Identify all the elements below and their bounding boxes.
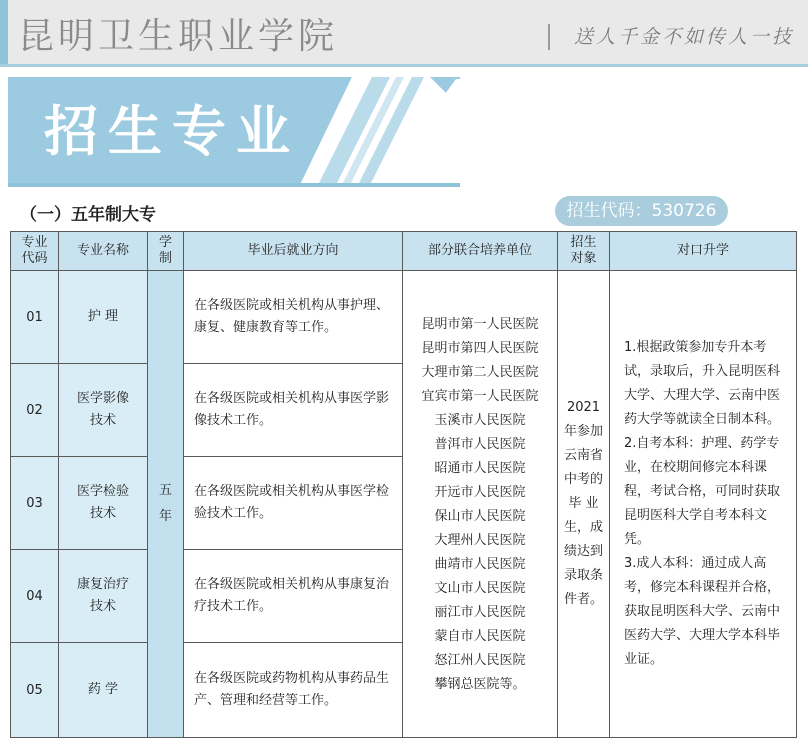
partner-unit: 玉溪市人民医院 (434, 412, 526, 428)
enroll-code-value: 530726 (651, 201, 717, 221)
program-name (59, 271, 148, 364)
partner-unit: 文山市人民医院 (434, 580, 526, 596)
header-career: 毕业后就业方向 (184, 232, 403, 271)
partner-units (403, 271, 558, 738)
career-direction: 在各级医院或相关机构从事医学检验技术工作。 (184, 457, 403, 550)
header-years-line: 学 (158, 235, 172, 250)
program-name-line: 技术 (89, 599, 116, 614)
target-line: 绩达到 (563, 544, 603, 559)
program-name-line: 技术 (89, 413, 116, 428)
partner-unit: 昆明市第四人民医院 (421, 340, 539, 356)
upgrade-item: 1.根据政策参加专升本考试，录取后，升入昆明医科大学、大理大学、云南中医药大学等就读全日制本科。 (624, 340, 781, 427)
program-name (59, 550, 148, 643)
partner-unit: 怒江州人民医院 (434, 652, 526, 668)
duration-char: 年 (158, 509, 172, 524)
header-name: 专业名称 (59, 232, 148, 271)
program-duration (148, 271, 184, 738)
partner-unit: 普洱市人民医院 (434, 436, 526, 452)
accent-strip (0, 0, 8, 64)
header-years (148, 232, 184, 271)
target-line: 件者。 (563, 592, 603, 607)
partner-unit: 昭通市人民医院 (434, 460, 526, 476)
motto-divider (548, 24, 550, 50)
enroll-code-label: 招生代码： (566, 201, 652, 221)
program-name-line: 护 理 (87, 309, 119, 324)
partner-unit: 大理市第二人民医院 (421, 364, 539, 380)
target-line: 云南省 (563, 448, 603, 463)
header-target-line: 招生 (570, 235, 597, 250)
program-code: 01 (11, 271, 59, 364)
upgrade-item: 2.自考本科：护理、药学专业，在校期间修完本科课程，考试合格，可同时获取昆明医科大学自考本科文凭。 (624, 436, 781, 547)
partner-unit: 蒙自市人民医院 (434, 628, 526, 644)
program-name (59, 643, 148, 738)
career-direction: 在各级医院或相关机构从事医学影像技术工作。 (184, 364, 403, 457)
header-target (558, 232, 610, 271)
partner-unit: 曲靖市人民医院 (434, 556, 526, 572)
duration-char: 五 (158, 483, 172, 498)
header-code (11, 232, 59, 271)
banner-title: 招生专业 (44, 99, 300, 163)
program-name-line: 医学检验 (76, 484, 129, 499)
partner-unit: 攀钢总医院等。 (434, 676, 526, 692)
partner-unit: 宜宾市第一人民医院 (421, 388, 539, 404)
partner-unit: 开远市人民医院 (434, 484, 526, 500)
career-direction: 在各级医院或相关机构从事护理、康复、健康教育等工作。 (184, 271, 403, 364)
target-line: 毕 业 (568, 496, 599, 511)
target-line: 2021 (566, 400, 601, 415)
program-code: 02 (11, 364, 59, 457)
program-name-line: 医学影像 (76, 391, 129, 406)
school-name: 昆明卫生职业学院 (18, 16, 339, 57)
section-title: （一）五年制大专 (20, 205, 156, 225)
program-name-line: 药 学 (87, 682, 119, 697)
target-line: 录取条 (563, 568, 603, 583)
program-code: 03 (11, 457, 59, 550)
career-direction: 在各级医院或药物机构从事药品生产、管理和经营等工作。 (184, 643, 403, 738)
career-direction: 在各级医院或相关机构从事康复治疗技术工作。 (184, 550, 403, 643)
upgrade-item: 3.成人本科：通过成人高考，修完本科课程并合格，获取昆明医科大学、云南中医药大学、大理大学本科毕业证。 (624, 556, 781, 667)
section-banner (0, 67, 808, 189)
programs-table (10, 231, 797, 738)
program-name (59, 457, 148, 550)
program-name-line: 技术 (89, 506, 116, 521)
further-study (610, 271, 797, 738)
target-line: 年参加 (563, 424, 603, 439)
header-code-line: 专业 (21, 235, 48, 250)
header-years-line: 制 (158, 251, 172, 266)
enroll-code-badge (555, 196, 728, 226)
partner-unit: 昆明市第一人民医院 (421, 316, 539, 332)
table-row (11, 271, 797, 364)
program-name-line: 康复治疗 (76, 577, 129, 592)
target-line: 生，成 (563, 520, 603, 535)
school-motto: 送人千金不如传人一技 (573, 26, 794, 48)
header-upgrade: 对口升学 (610, 232, 797, 271)
header-code-line: 代码 (21, 251, 48, 266)
header-units: 部分联合培养单位 (403, 232, 558, 271)
partner-unit: 丽江市人民医院 (434, 604, 526, 620)
partner-unit: 大理州人民医院 (434, 532, 526, 548)
target-line: 中考的 (563, 472, 603, 487)
header-target-line: 对象 (570, 251, 597, 266)
top-header-bar (0, 0, 808, 67)
program-name (59, 364, 148, 457)
enroll-target (558, 271, 610, 738)
program-code: 05 (11, 643, 59, 738)
program-code: 04 (11, 550, 59, 643)
table-header-row (11, 232, 797, 271)
partner-unit: 保山市人民医院 (434, 508, 526, 524)
